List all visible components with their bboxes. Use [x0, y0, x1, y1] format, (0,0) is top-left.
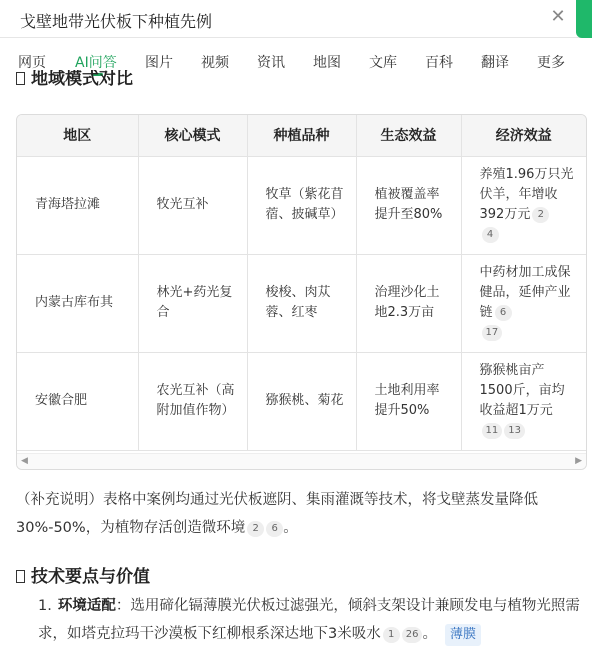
table-cell: 安徽合肥 [17, 352, 138, 450]
tab-ai-qa[interactable]: AI问答 [75, 55, 117, 71]
comparison-table [16, 114, 587, 470]
table-cell: 林光+药光复合 [138, 254, 247, 352]
table-cell: 牧草（紫花苜蓿、披碱草） [247, 156, 356, 254]
cell-text: 猕猴桃亩产1500斤，亩均收益超1万元 [479, 363, 565, 418]
column-header: 生态效益 [356, 115, 461, 156]
paragraph-end: 。 [283, 520, 298, 536]
list-item-label: 环境适配 [57, 598, 116, 614]
box-icon [16, 72, 25, 85]
box-icon [16, 570, 25, 583]
table-cell: 猕猴桃、菊花 [247, 352, 356, 450]
list-item-text: ：选用碲化镉薄膜光伏板过滤强光，倾斜支架设计兼顾发电与植物光照需求，如塔克拉玛干沙漠板下红柳根系深达地下3米吸水 [38, 598, 580, 642]
section-heading [16, 562, 150, 587]
list-number: 1. [38, 598, 52, 614]
table-cell: 牧光互补 [138, 156, 247, 254]
cell-text: 养殖1.96万只光伏羊，年增收392万元 [479, 167, 574, 222]
close-icon[interactable]: ✕ [550, 6, 566, 27]
column-header: 地区 [17, 115, 138, 156]
section-heading [16, 70, 316, 96]
table-row [17, 156, 586, 254]
citation-badge[interactable]: 6 [266, 521, 283, 537]
scroll-right-icon[interactable]: ▶ [575, 456, 582, 466]
table-cell: 内蒙古库布其 [17, 254, 138, 352]
list-item-end: 。 [422, 626, 437, 642]
tab-web[interactable]: 网页 [18, 55, 46, 71]
tab-maps[interactable]: 地图 [313, 55, 341, 71]
table-cell: 植被覆盖率提升至80% [356, 156, 461, 254]
search-bar [0, 0, 592, 38]
supplement-paragraph [16, 486, 582, 542]
citation-badge[interactable]: 26 [402, 627, 423, 643]
table-cell: 青海塔拉滩 [17, 156, 138, 254]
citation-badge[interactable]: 2 [247, 521, 264, 537]
citation-badge[interactable]: 2 [532, 207, 549, 223]
scroll-left-icon[interactable]: ◀ [21, 456, 28, 466]
horizontal-scrollbar[interactable] [17, 453, 586, 469]
table-cell: 治理沙化土地2.3万亩 [356, 254, 461, 352]
table-row [17, 254, 586, 352]
ordered-list [38, 592, 588, 648]
citation-badge[interactable]: 6 [495, 305, 512, 321]
table-header-row [17, 115, 586, 156]
table-cell [461, 254, 586, 352]
paragraph-text: （补充说明）表格中案例均通过光伏板遮阴、集雨灌溉等技术，将戈壁蒸发量降低30%-50%，为植物存活创造微环境 [16, 492, 538, 536]
citation-badge[interactable]: 13 [504, 423, 525, 439]
tab-news[interactable]: 资讯 [257, 55, 285, 71]
tab-translate[interactable]: 翻译 [481, 55, 509, 71]
table-cell [461, 352, 586, 450]
tab-more[interactable]: 更多 [537, 55, 565, 71]
related-tag-link[interactable]: 薄膜 [445, 624, 481, 646]
tab-videos[interactable]: 视频 [201, 55, 229, 71]
citation-badge[interactable]: 17 [482, 325, 503, 341]
section-heading-text: 地域模式对比 [31, 70, 133, 89]
search-input[interactable]: 戈壁地带光伏板下种植先例 [20, 12, 213, 31]
column-header: 经济效益 [461, 115, 586, 156]
citation-badge[interactable]: 1 [383, 627, 400, 643]
table-row [17, 352, 586, 450]
tab-images[interactable]: 图片 [145, 55, 173, 71]
tab-baike[interactable]: 百科 [425, 55, 453, 71]
table-cell: 土地利用率提升50% [356, 352, 461, 450]
column-header: 种植品种 [247, 115, 356, 156]
table-cell [461, 156, 586, 254]
citation-badge[interactable]: 4 [482, 227, 499, 243]
citation-badge[interactable]: 11 [482, 423, 503, 439]
table-cell: 梭梭、肉苁蓉、红枣 [247, 254, 356, 352]
search-button[interactable] [576, 0, 592, 38]
column-header: 核心模式 [138, 115, 247, 156]
table-cell: 农光互补（高附加值作物） [138, 352, 247, 450]
section-heading-text: 技术要点与价值 [31, 567, 150, 587]
cell-text: 中药材加工成保健品，延伸产业链 [479, 265, 571, 320]
list-item [38, 592, 588, 648]
tab-library[interactable]: 文库 [369, 55, 397, 71]
